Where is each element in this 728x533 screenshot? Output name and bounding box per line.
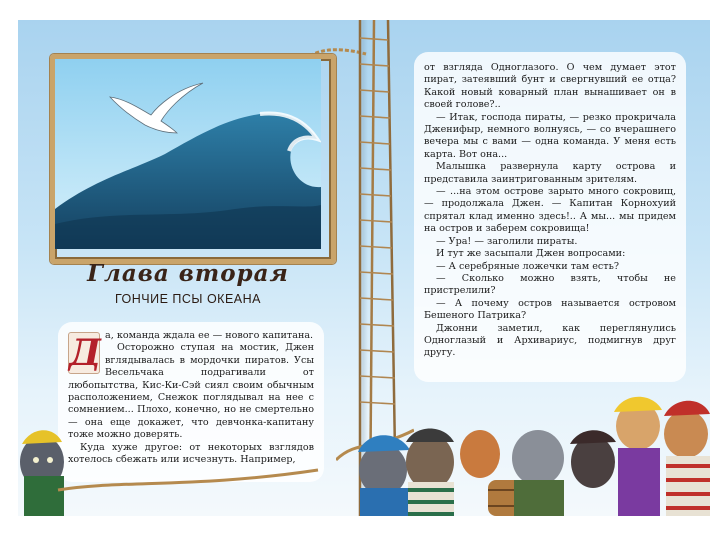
paragraph: — ...на этом острове зарыто много сокровищ, — продолжала Джен. — Капитан Корнохуий спрятал клад именно здесь!.. А мы... мы придем на остров и заберем сокровища! — [424, 186, 676, 235]
paragraph: — Итак, господа пираты, — резко прокричала Дженифыр, немного волнуясь, — со вчерашнего вечера мы с вами — одна команда. У меня есть карта. Вот она... — [424, 111, 676, 160]
chapter-subtitle: ГОНЧИЕ ПСЫ ОКЕАНА — [114, 292, 262, 306]
chapter-title: Глава вторая — [87, 260, 289, 287]
pirate-cat-striped — [406, 429, 454, 517]
paragraph: — А серебряные ложечки там есть? — [436, 260, 619, 272]
paragraph: от взгляда Одноглазого. О чем думает этот пират, затеявший бунт и свергнувший ее отца? Какой новый коварный план вынашивает он в своей голове?.. — [424, 62, 676, 111]
pirate-cat-orange — [460, 430, 500, 478]
seagull-wave-picture — [50, 54, 336, 264]
pirate-cat-left — [20, 430, 64, 516]
book-spread — [18, 20, 710, 516]
paragraph: — Ура! — заголили пираты. — [436, 235, 578, 247]
pirate-cat-grey — [512, 430, 564, 516]
paragraph: а, команда ждала ее — нового капитана. — [105, 330, 314, 341]
right-text-body — [424, 62, 676, 360]
paragraph: И тут же засыпали Джен вопросами: — [436, 248, 626, 260]
paragraph: — Сколько можно взять, чтобы не пристрелили? — [424, 272, 676, 297]
pirate-cat-dark — [570, 430, 616, 488]
seagull-over-wave-illustration — [55, 59, 321, 249]
cat-pirates-illustration — [18, 370, 710, 516]
pirate-cat-yellow-hat — [614, 397, 662, 516]
drop-cap: Д — [69, 332, 102, 374]
paragraph: Осторожно ступая на мостик, Джен вглядывалась в мордочки пиратов. Усы Весельчака подрагивали от любопытства, Кис-Ки-Сэй сиял своим обычным расположением, Снежок поглядывал на нее с сомнением... Плохо, конечно, но не смертельно — она еще докажет, что девчонка-капитану тоже можно доверять. — [68, 342, 314, 441]
paragraph: Куда хуже другое: от некоторых взглядов хотелось сбежать или исчезнуть. Например, — [68, 441, 314, 466]
paragraph: Джонни заметил, как переглянулись Одноглазый и Архивариус, подмигнув друг другу. — [424, 322, 676, 359]
pirate-cat-red-hat — [664, 401, 710, 516]
paragraph: — А почему остров называется островом Бешеного Патрика? — [424, 297, 676, 322]
right-text-panel — [414, 52, 686, 382]
pirate-cat-blue-hat — [358, 435, 410, 516]
paragraph: Малышка развернула карту острова и представила заинтригованным зрителям. — [424, 161, 676, 185]
